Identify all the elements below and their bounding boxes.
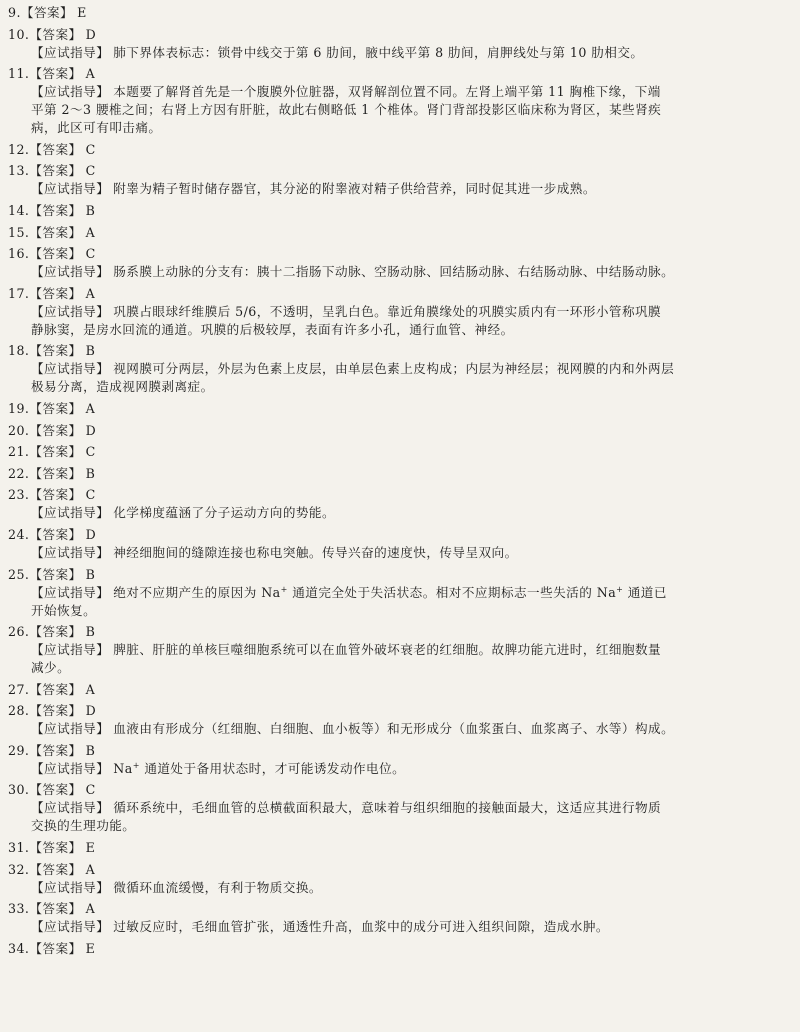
guide-label: 【应试指导】 [31, 84, 110, 100]
answer-line [8, 861, 778, 879]
answer-line [8, 681, 778, 699]
answer-line [8, 342, 778, 360]
answer-value: C [85, 141, 96, 157]
answer-line [8, 526, 778, 544]
answer-value: E [85, 840, 96, 856]
guide-text: 附睾为精子暂时储存器官，其分泌的附睾液对精子供给营养，同时促其进一步成熟。 [113, 181, 596, 197]
guide-text: 肺下界体表标志：锁骨中线交于第 6 肋间，腋中线平第 8 肋间，肩胛线处与第 10 肋相交。 [113, 44, 644, 60]
question-number: 33. [8, 901, 30, 917]
question-number: 17. [8, 285, 30, 301]
question-number: 28. [8, 703, 30, 719]
question-number: 11. [8, 66, 30, 82]
answer-label: 【答案】 [29, 703, 82, 719]
answer-value: B [85, 465, 96, 481]
question-number: 31. [8, 840, 30, 856]
guide-line [8, 360, 778, 378]
answer-value: C [85, 487, 96, 503]
guide-line [8, 659, 778, 677]
guide-line [8, 602, 778, 620]
guide-text-continued: 静脉窦，是房水回流的通道。巩膜的后极较厚，表面有许多小孔，通行血管、神经。 [31, 321, 514, 337]
answer-label: 【答案】 [29, 840, 82, 856]
guide-label: 【应试指导】 [31, 879, 110, 895]
question-number: 13. [8, 163, 30, 179]
answer-value: C [85, 246, 96, 262]
answer-line [8, 65, 778, 83]
answer-value: E [77, 5, 87, 20]
answer-line [8, 202, 778, 220]
guide-line [8, 584, 778, 602]
question-number: 16. [8, 246, 30, 262]
answer-line [8, 839, 778, 857]
guide-text-continued: 减少。 [31, 660, 71, 676]
question-number: 20. [8, 422, 30, 438]
guide-line [8, 544, 778, 562]
answer-label: 【答案】 [29, 782, 82, 798]
answer-value: C [85, 782, 96, 798]
answer-line [8, 623, 778, 641]
question-number: 14. [8, 202, 30, 218]
guide-line [8, 180, 778, 198]
answer-line [8, 566, 778, 584]
answer-label: 【答案】 [29, 742, 82, 758]
answer-label: 【答案】 [29, 940, 82, 956]
question-number: 23. [8, 487, 30, 503]
guide-text: 巩膜占眼球纤维膜后 5/6，不透明，呈乳白色。靠近角膜缘处的巩膜实质内有一环形小管称巩膜 [113, 303, 662, 319]
answer-value: A [85, 681, 96, 697]
answer-value: D [85, 526, 97, 542]
guide-text: 微循环血流缓慢，有利于物质交换。 [113, 879, 322, 895]
guide-text: 视网膜可分两层，外层为色素上皮层，由单层色素上皮构成；内层为神经层；视网膜的内和外两层 [113, 361, 675, 377]
guide-label: 【应试指导】 [31, 584, 110, 600]
guide-label: 【应试指导】 [31, 505, 110, 521]
guide-line [8, 720, 778, 738]
answer-value: B [85, 343, 96, 359]
answer-label: 【答案】 [29, 163, 82, 179]
guide-text-continued: 极易分离，造成视网膜剥离症。 [31, 379, 214, 395]
answer-value: B [85, 742, 96, 758]
question-number: 26. [8, 624, 30, 640]
guide-line [8, 760, 778, 778]
guide-label: 【应试指导】 [31, 642, 110, 658]
answer-label: 【答案】 [29, 246, 82, 262]
guide-label: 【应试指导】 [31, 544, 110, 560]
guide-text: 神经细胞间的缝隙连接也称电突触。传导兴奋的速度快，传导呈双向。 [113, 544, 518, 560]
guide-text: 化学梯度蕴涵了分子运动方向的势能。 [113, 505, 336, 521]
guide-text: 血液由有形成分（红细胞、白细胞、血小板等）和无形成分（血浆蛋白、血浆离子、水等）构成。 [113, 721, 675, 737]
question-number: 32. [8, 861, 30, 877]
guide-line [8, 799, 778, 817]
question-number: 24. [8, 526, 30, 542]
guide-label: 【应试指导】 [31, 919, 110, 935]
guide-line [8, 918, 778, 936]
answer-value: C [85, 444, 96, 460]
answer-value: A [85, 285, 96, 301]
guide-text: 本题要了解肾首先是一个腹膜外位脏器，双肾解剖位置不同。左肾上端平第 11 胸椎下缘，下端 [113, 84, 661, 100]
answer-line [8, 742, 778, 760]
guide-line [8, 641, 778, 659]
answer-line [8, 162, 778, 180]
question-number: 18. [8, 343, 30, 359]
answer-label: 【答案】 [29, 285, 82, 301]
guide-line [8, 101, 778, 119]
answer-label: 【答案】 [29, 26, 82, 42]
guide-text-continued: 交换的生理功能。 [31, 818, 136, 834]
answer-value: C [85, 163, 96, 179]
guide-label: 【应试指导】 [31, 721, 110, 737]
question-number: 19. [8, 400, 30, 416]
guide-label: 【应试指导】 [31, 361, 110, 377]
question-number: 29. [8, 742, 30, 758]
guide-label: 【应试指导】 [31, 181, 110, 197]
answer-line [8, 141, 778, 159]
question-number: 9. [8, 5, 21, 20]
answer-value: A [85, 66, 96, 82]
answer-value: D [85, 703, 97, 719]
guide-text: 绝对不应期产生的原因为 Na+ 通道完全处于失活状态。相对不应期标志一些失活的 Na+ 通道已 [113, 584, 667, 600]
answer-value: A [85, 861, 96, 877]
answer-line [8, 781, 778, 799]
answer-label: 【答案】 [29, 624, 82, 640]
guide-line [8, 504, 778, 522]
guide-line [8, 119, 778, 137]
answer-value: B [85, 624, 96, 640]
guide-label: 【应试指导】 [31, 303, 110, 319]
answer-line [8, 465, 778, 483]
guide-line [8, 303, 778, 321]
question-number: 21. [8, 444, 30, 460]
guide-text-continued: 平第 2～3 腰椎之间；右肾上方因有肝脏，故此右侧略低 1 个椎体。肾门背部投影区临床称为肾区，某些肾疾 [31, 102, 662, 118]
answer-label: 【答案】 [29, 141, 82, 157]
answer-label: 【答案】 [29, 444, 82, 460]
guide-text-continued: 病，此区可有叩击痛。 [31, 120, 162, 136]
question-number: 22. [8, 465, 30, 481]
guide-line [8, 321, 778, 339]
answer-line [8, 443, 778, 461]
answer-value: A [85, 224, 96, 240]
answer-line [8, 4, 778, 22]
guide-label: 【应试指导】 [31, 760, 110, 776]
guide-text: 肠系膜上动脉的分支有：胰十二指肠下动脉、空肠动脉、回结肠动脉、右结肠动脉、中结肠动脉。 [113, 264, 675, 280]
answer-value: D [85, 422, 97, 438]
guide-line [8, 879, 778, 897]
answer-line [8, 940, 778, 958]
guide-line [8, 263, 778, 281]
question-number: 27. [8, 681, 30, 697]
answer-line [8, 486, 778, 504]
answer-value: D [85, 26, 97, 42]
answer-line [8, 702, 778, 720]
guide-label: 【应试指导】 [31, 264, 110, 280]
guide-text: Na+ 通道处于备用状态时，才可能诱发动作电位。 [113, 760, 406, 776]
guide-label: 【应试指导】 [31, 800, 110, 816]
guide-line [8, 378, 778, 396]
guide-line [8, 83, 778, 101]
answer-label: 【答案】 [29, 343, 82, 359]
answer-line [8, 224, 778, 242]
answer-label: 【答案】 [29, 422, 82, 438]
answer-value: A [85, 901, 96, 917]
answer-value: A [85, 400, 96, 416]
question-number: 34. [8, 940, 30, 956]
answer-label: 【答案】 [29, 901, 82, 917]
answer-value: E [85, 940, 96, 956]
answer-line [8, 422, 778, 440]
guide-line [8, 817, 778, 835]
answer-label: 【答案】 [29, 526, 82, 542]
guide-text: 过敏反应时，毛细血管扩张，通透性升高，血浆中的成分可进入组织间隙，造成水肿。 [113, 919, 609, 935]
answer-label: 【答案】 [29, 202, 82, 218]
answer-line [8, 26, 778, 44]
question-number: 25. [8, 566, 30, 582]
answer-value: B [85, 566, 96, 582]
answer-label: 【答案】 [29, 861, 82, 877]
guide-line [8, 44, 778, 62]
answer-value: B [85, 202, 96, 218]
guide-text: 脾脏、肝脏的单核巨噬细胞系统可以在血管外破坏衰老的红细胞。故脾功能亢进时，红细胞数量 [113, 642, 662, 658]
question-number: 15. [8, 224, 30, 240]
guide-label: 【应试指导】 [31, 44, 110, 60]
question-number: 30. [8, 782, 30, 798]
answer-line [8, 245, 778, 263]
answer-label: 【答案】 [29, 465, 82, 481]
question-number: 10. [8, 26, 30, 42]
question-number: 12. [8, 141, 30, 157]
guide-text-continued: 开始恢复。 [31, 602, 97, 618]
answer-line [8, 285, 778, 303]
answer-label: 【答案】 [29, 224, 82, 240]
answer-label: 【答案】 [29, 66, 82, 82]
answer-label: 【答案】 [29, 400, 82, 416]
guide-text: 循环系统中，毛细血管的总横截面积最大，意味着与组织细胞的接触面最大，这适应其进行物质 [113, 800, 662, 816]
answer-line [8, 900, 778, 918]
answer-label: 【答案】 [29, 566, 82, 582]
answer-label: 【答案】 [20, 5, 74, 20]
answer-label: 【答案】 [29, 487, 82, 503]
answer-line [8, 400, 778, 418]
answer-label: 【答案】 [29, 681, 82, 697]
